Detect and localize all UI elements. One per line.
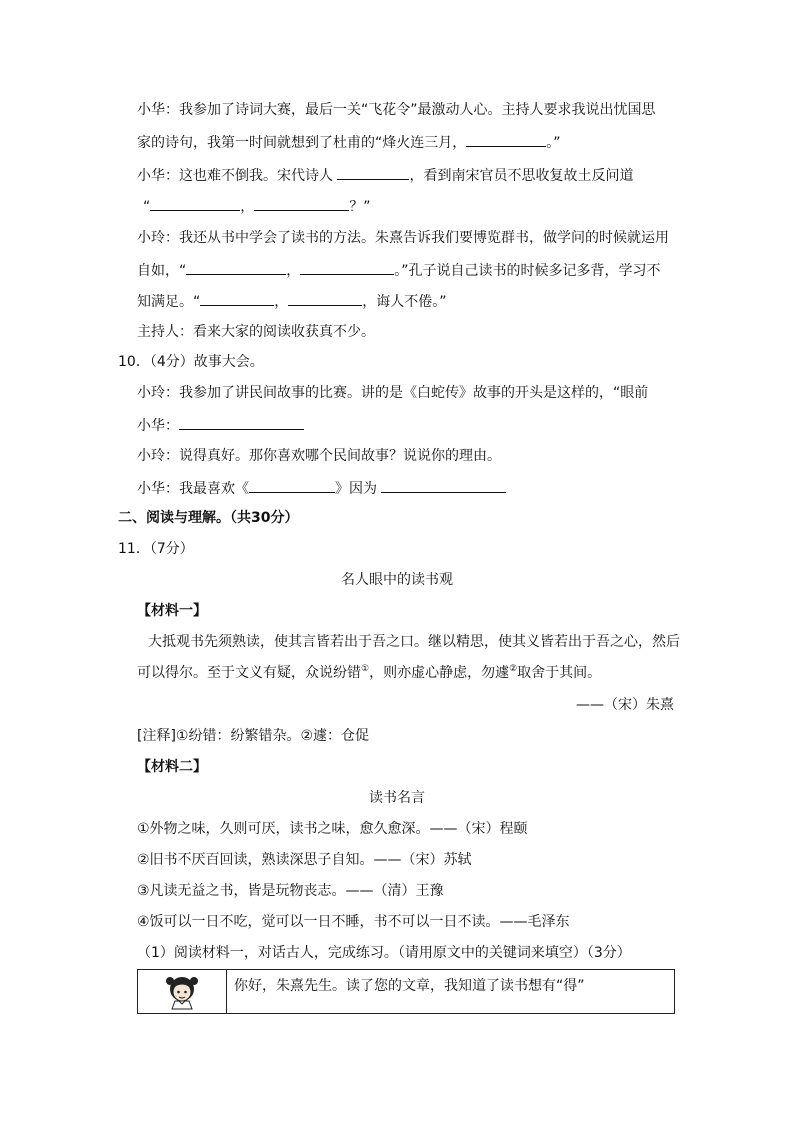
text-segment: 知满足。“	[137, 294, 201, 310]
footnote-mark: ②	[509, 664, 518, 674]
section-heading: 二、阅读与理解。（共30分）	[118, 510, 299, 526]
text-segment: 家的诗句，我第一时间就想到了杜甫的“烽火连三月，	[137, 135, 467, 151]
girl-avatar-icon	[162, 973, 202, 1011]
text-line: 主持人：看来大家的阅读收获真不少。	[137, 324, 375, 340]
text-line	[143, 196, 371, 216]
footnote-mark: ①	[361, 664, 370, 674]
quote-line: ④饭可以一日不吃，觉可以一日不睡，书不可以一日不读。——毛泽东	[137, 914, 570, 930]
text-line: 小玲：我参加了讲民间故事的比赛。讲的是《白蛇传》故事的开头是这样的，“眼前	[137, 385, 649, 401]
text-line: 大抵观书先须熟读，使其言皆若出于吾之口。继以精思，使其义皆若出于吾之心，然后	[148, 634, 680, 650]
blank-line[interactable]	[186, 260, 286, 275]
blank-line[interactable]	[466, 132, 546, 147]
blank-line[interactable]	[381, 478, 506, 493]
quote-line: ②旧书不厌百回读，熟读深思子自知。——（宋）苏轼	[137, 852, 472, 868]
text-line	[137, 415, 304, 435]
blank-line[interactable]	[288, 291, 362, 306]
text-line: 小华：我参加了诗词大赛，最后一关“飞花令”最激动人心。主持人要求我说出忧国思	[137, 102, 656, 118]
avatar-cell	[138, 970, 227, 1013]
question-number: 10．（4分）故事大会。	[118, 354, 264, 370]
text-line: 小玲：我还从书中学会了读书的方法。朱熹告诉我们要博览群书，做学问的时候就运用	[137, 230, 669, 246]
blank-line[interactable]	[249, 478, 335, 493]
sub-question: （1）阅读材料一，对话古人，完成练习。（请用原文中的关键词来填空）（3分）	[137, 945, 631, 961]
text-segment: ，诲人不倦。”	[362, 294, 447, 310]
text-segment: ？”	[349, 199, 371, 215]
text-segment: 》因为	[335, 481, 382, 497]
text-segment: 。”孔子说自己读书的时候多记多背，学习不	[394, 263, 661, 279]
material-label: 【材料一】	[137, 603, 207, 619]
text-segment: 取舍于其间。	[517, 665, 602, 681]
text-line	[137, 664, 601, 682]
annotation: [注释]①纷错：纷繁错杂。②遽：仓促	[137, 728, 370, 744]
blank-line[interactable]	[254, 196, 349, 211]
blank-line[interactable]	[300, 260, 394, 275]
dialogue-text: 你好，朱熹先生。读了您的文章，我知道了读书想有“得”	[234, 978, 585, 994]
text-line	[137, 478, 506, 498]
text-segment: ，	[286, 263, 301, 279]
author-attribution: ——（宋）朱熹	[576, 697, 674, 713]
text-line	[137, 132, 561, 152]
text-line	[137, 165, 633, 185]
text-segment: 小华：	[137, 418, 179, 434]
blank-line[interactable]	[150, 196, 240, 211]
text-segment: ，	[240, 199, 255, 215]
blank-line[interactable]	[337, 165, 409, 180]
blank-line[interactable]	[179, 415, 304, 430]
text-segment: ，看到南宋官员不思收复故土反问道	[409, 168, 634, 184]
text-line: 小玲：说得真好。那你喜欢哪个民间故事？说说你的理由。	[137, 448, 501, 464]
text-segment: 小华：我最喜欢《	[137, 481, 249, 497]
text-segment: 小华：这也难不倒我。宋代诗人	[137, 168, 338, 184]
text-segment: “	[143, 199, 151, 215]
material-label: 【材料二】	[137, 759, 207, 775]
dialogue-table	[137, 969, 675, 1014]
section-subtitle: 读书名言	[369, 790, 425, 806]
text-line	[137, 291, 447, 311]
text-segment: ，	[274, 294, 289, 310]
quote-line: ③凡读无益之书，皆是玩物丧志。——（清）王豫	[137, 883, 444, 899]
question-number: 11．（7分）	[118, 541, 194, 557]
text-line	[137, 260, 661, 280]
text-segment: 可以得尔。至于文义有疑，众说纷错	[137, 665, 361, 681]
quote-line: ①外物之味，久则可厌，读书之味，愈久愈深。——（宋）程颐	[137, 821, 528, 837]
article-title: 名人眼中的读书观	[341, 572, 453, 588]
text-segment: 自如，“	[137, 263, 187, 279]
blank-line[interactable]	[200, 291, 274, 306]
text-segment: ，则亦虚心静虑，勿遽	[369, 665, 510, 681]
text-segment: 。”	[546, 135, 561, 151]
